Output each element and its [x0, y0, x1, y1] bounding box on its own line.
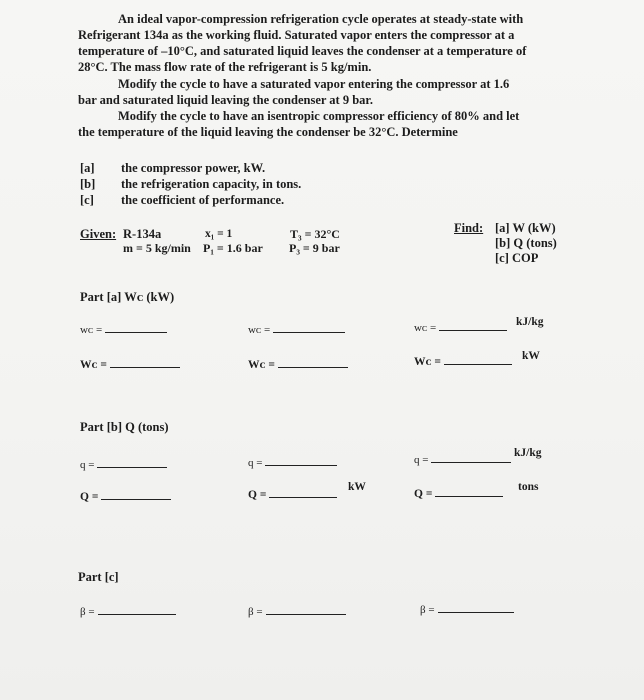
task-b-label: [b]	[80, 177, 96, 191]
part-a-wc-lower-col1	[80, 320, 167, 338]
wc-upper-label: Wᴄ =	[80, 359, 107, 371]
problem-line-7: Modify the cycle to have an isentropic compressor efficiency of 80% and let	[118, 109, 520, 123]
unit-tons: tons	[518, 481, 539, 493]
problem-line-5: Modify the cycle to have a saturated vapor entering the compressor at 1.6	[118, 77, 510, 91]
part-a-wc-upper-col2	[248, 355, 348, 373]
unit-kw: kW	[522, 350, 540, 362]
answer-blank[interactable]	[105, 331, 167, 333]
q-lower-label: q =	[248, 457, 263, 469]
answer-blank[interactable]	[273, 331, 345, 333]
answer-blank[interactable]	[265, 464, 337, 466]
part-a-wc-lower-col2	[248, 320, 345, 338]
task-b-text: the refrigeration capacity, in tons.	[121, 177, 302, 191]
beta-label: β =	[80, 606, 95, 618]
given-title: Given:	[80, 227, 117, 241]
task-a-text: the compressor power, kW.	[121, 161, 266, 175]
problem-line-4: 28°C. The mass flow rate of the refrigerant is 5 kg/min.	[78, 60, 372, 74]
problem-line-1: An ideal vapor-compression refrigeration cycle operates at steady-state with	[118, 12, 524, 26]
problem-line-2: Refrigerant 134a as the working fluid. Saturated vapor enters the compressor at a	[78, 28, 515, 42]
answer-blank[interactable]	[98, 613, 176, 615]
unit-kj-per-kg: kJ/kg	[514, 447, 542, 459]
answer-blank[interactable]	[266, 613, 346, 615]
part-b-q-lower-col3	[414, 450, 511, 468]
answer-blank[interactable]	[101, 498, 171, 500]
wc-upper-label: Wᴄ =	[248, 359, 275, 371]
find-title: Find:	[454, 221, 484, 235]
part-c-beta-col3	[420, 600, 514, 618]
q-upper-label: Q =	[80, 491, 99, 503]
part-a-wc-upper-col1	[80, 355, 180, 373]
problem-line-8: the temperature of the liquid leaving the condenser be 32°C. Determine	[78, 125, 458, 139]
part-c-beta-col1	[80, 602, 176, 620]
find-b: [b] Q (tons)	[495, 236, 557, 250]
unit-kj-per-kg: kJ/kg	[516, 316, 544, 328]
answer-blank[interactable]	[438, 611, 514, 613]
answer-blank[interactable]	[439, 329, 507, 331]
task-c-text: the coefficient of performance.	[121, 193, 285, 207]
wc-lower-label: wᴄ =	[80, 324, 103, 336]
part-a-wc-upper-col3	[414, 352, 512, 370]
problem-line-3: temperature of –10°C, and saturated liquid leaves the condenser at a temperature of	[78, 44, 527, 58]
part-c-beta-col2	[248, 602, 346, 620]
part-b-q-upper-col3	[414, 484, 503, 502]
answer-blank[interactable]	[269, 496, 337, 498]
wc-upper-label: Wᴄ =	[414, 356, 441, 368]
given-p1: P₁ = 1.6 bar	[203, 241, 263, 255]
part-b-heading: Part [b] Q (tons)	[80, 420, 169, 434]
given-mass-flow: m = 5 kg/min	[123, 241, 191, 255]
answer-blank[interactable]	[435, 495, 503, 497]
find-a: [a] W (kW)	[495, 221, 556, 235]
part-c-heading: Part [c]	[78, 570, 119, 584]
q-upper-label: Q =	[414, 488, 433, 500]
beta-label: β =	[248, 606, 263, 618]
answer-blank[interactable]	[97, 466, 167, 468]
wc-lower-label: wᴄ =	[248, 324, 271, 336]
q-upper-label: Q =	[248, 489, 267, 501]
given-p3: P₃ = 9 bar	[289, 241, 340, 255]
unit-kw: kW	[348, 481, 366, 493]
q-lower-label: q =	[414, 454, 429, 466]
beta-label: β =	[420, 604, 435, 616]
problem-line-6: bar and saturated liquid leaving the condenser at 9 bar.	[78, 93, 373, 107]
given-x1: x₁ = 1	[205, 228, 233, 240]
answer-blank[interactable]	[110, 366, 180, 368]
part-b-q-upper-col1	[80, 487, 171, 505]
task-a-label: [a]	[80, 161, 95, 175]
part-a-heading: Part [a] Wᴄ (kW)	[80, 290, 175, 304]
part-b-q-lower-col2	[248, 453, 337, 471]
given-fluid: R-134a	[123, 227, 162, 241]
q-lower-label: q =	[80, 459, 95, 471]
wc-lower-label: wᴄ =	[414, 322, 437, 334]
task-c-label: [c]	[80, 193, 94, 207]
part-b-q-upper-col2	[248, 485, 337, 503]
answer-blank[interactable]	[431, 461, 511, 463]
answer-blank[interactable]	[278, 366, 348, 368]
given-t3: T₃ = 32°C	[290, 227, 340, 241]
part-a-wc-lower-col3	[414, 318, 507, 336]
answer-blank[interactable]	[444, 363, 512, 365]
part-b-q-lower-col1	[80, 455, 167, 473]
find-c: [c] COP	[495, 251, 539, 265]
